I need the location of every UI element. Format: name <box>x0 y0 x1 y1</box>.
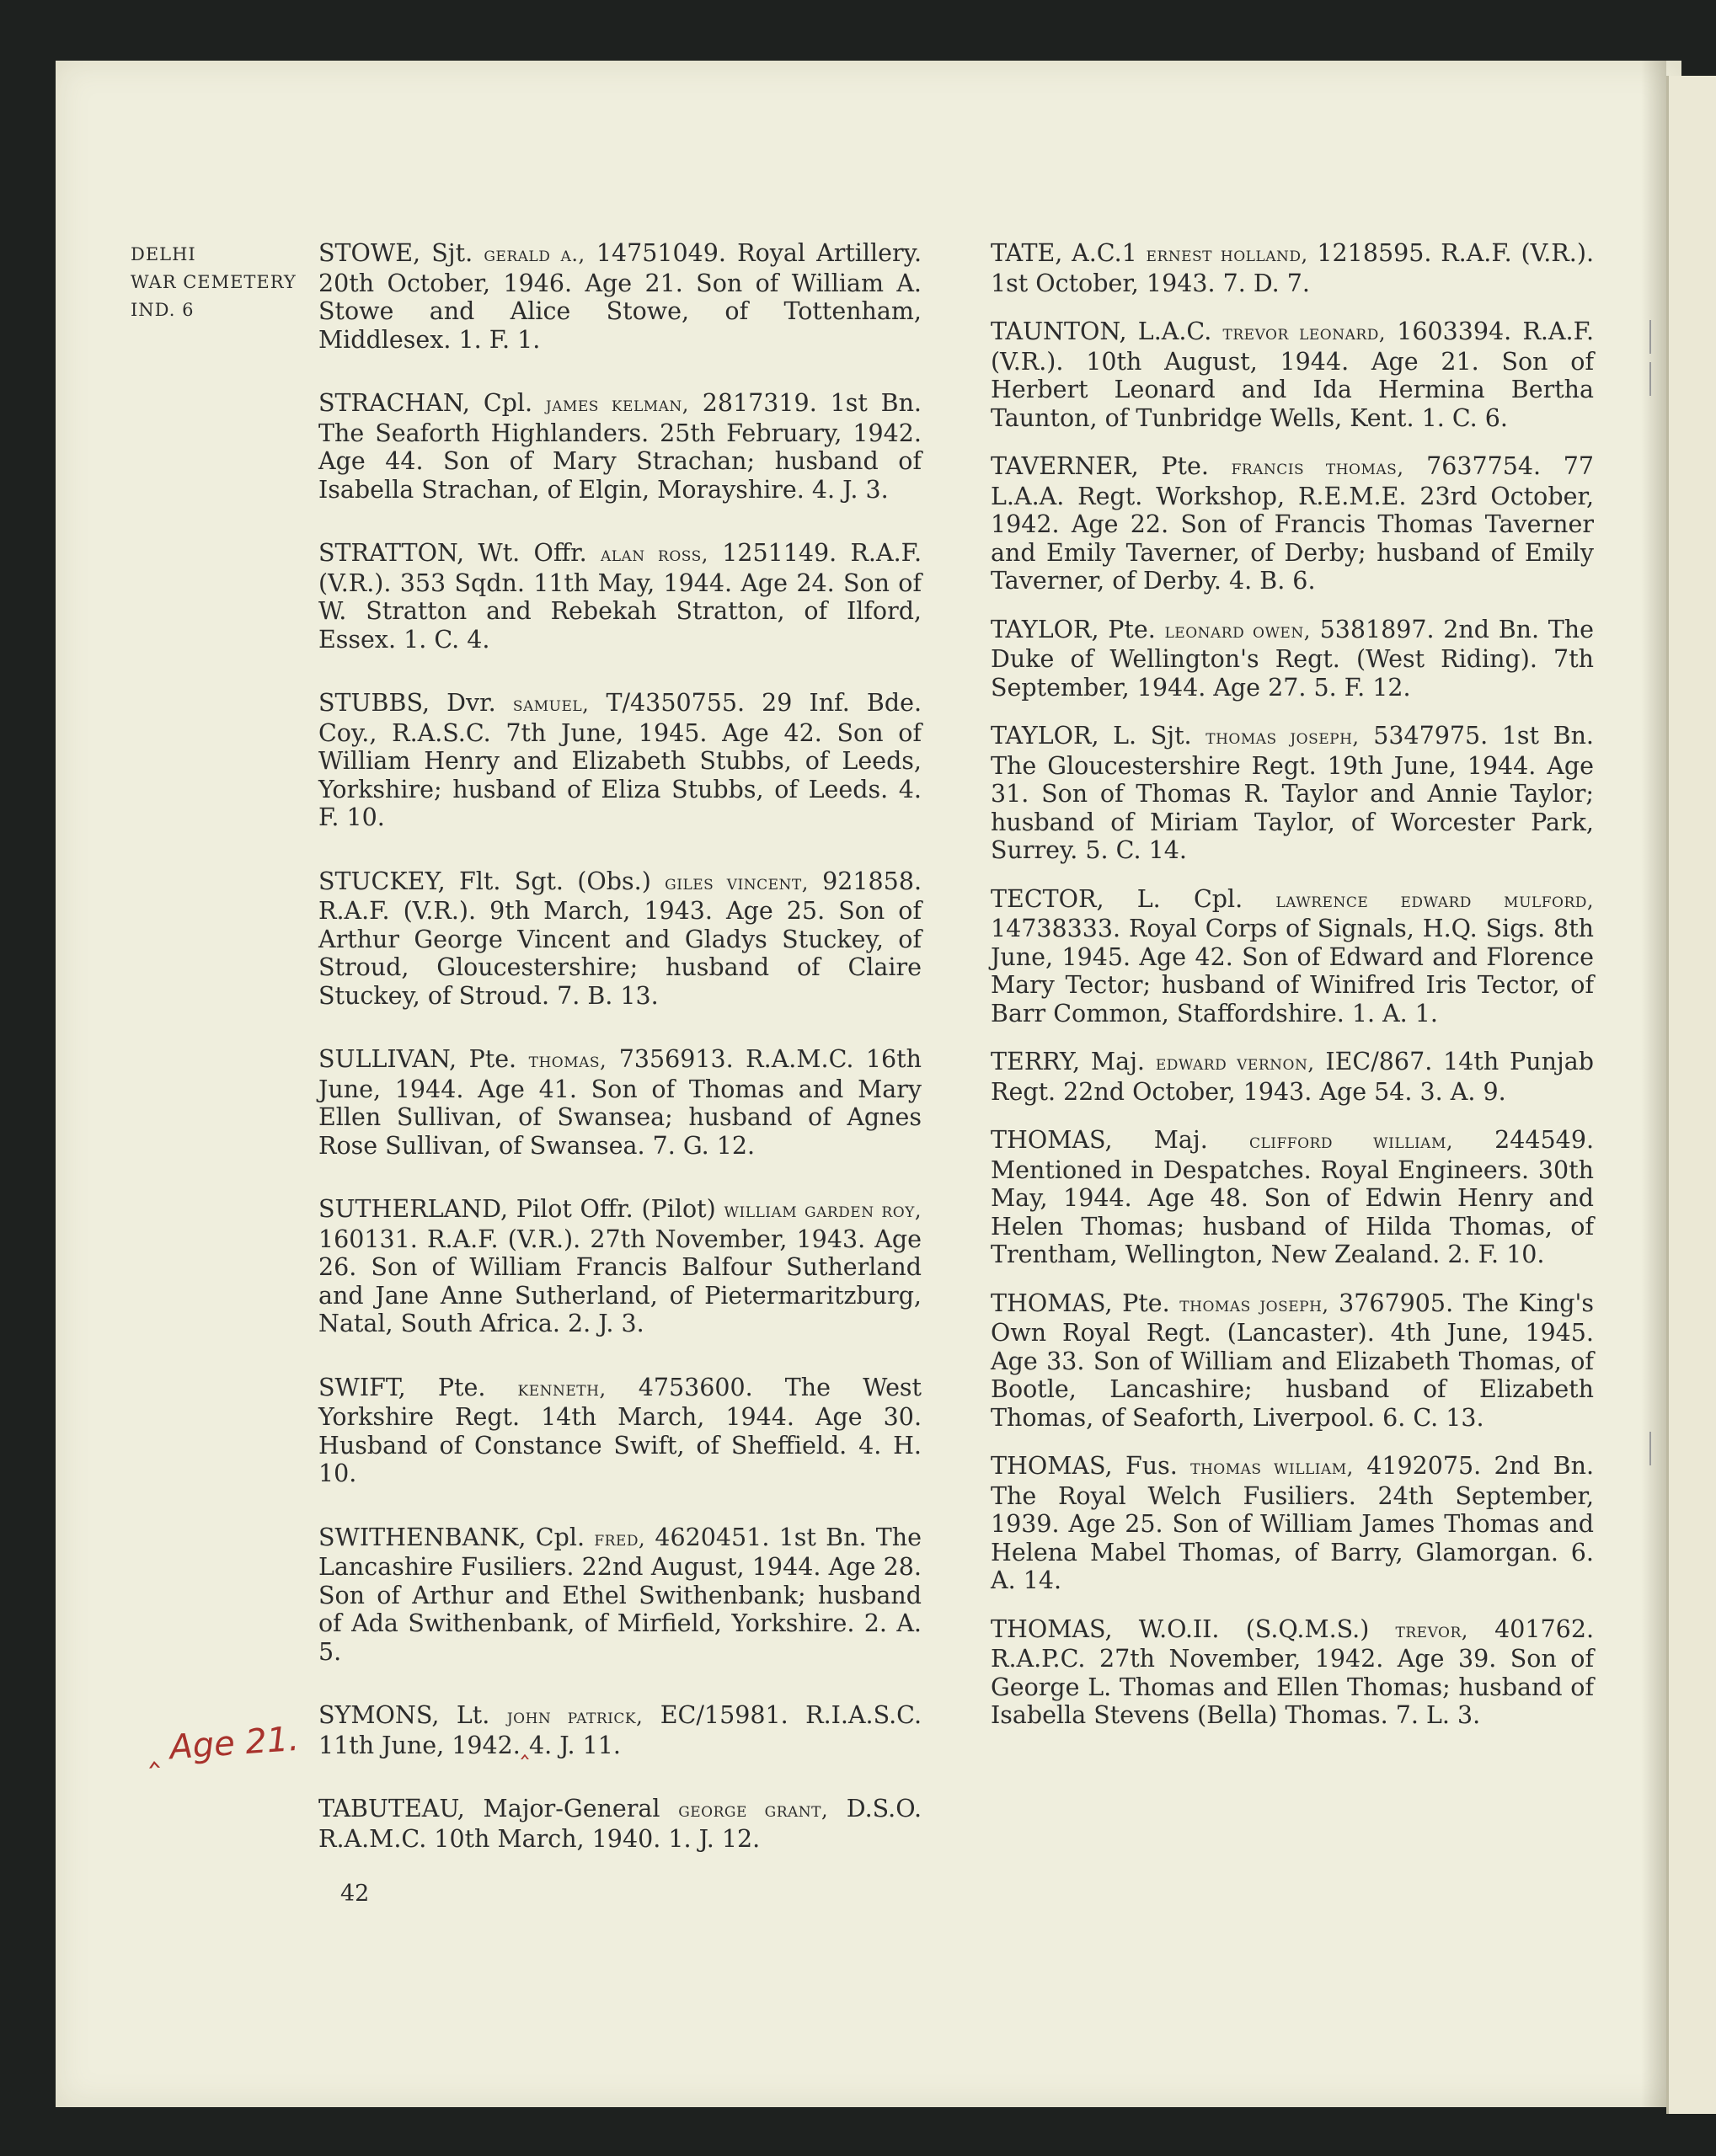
entry-rank: W.O.II. (S.Q.M.S.) <box>1138 1614 1370 1643</box>
entry-given-names: thomas, <box>528 1049 607 1072</box>
casualty-entry <box>318 1045 922 1160</box>
entry-given-names: gerald a., <box>484 243 585 266</box>
pencil-mark <box>1649 1432 1651 1465</box>
entry-given-names: clifford william, <box>1248 1129 1453 1153</box>
casualty-entry <box>991 239 1594 297</box>
casualty-entry <box>318 1195 922 1338</box>
entry-details: 4. J. 11. <box>529 1731 621 1759</box>
entry-rank: A.C.1 <box>1072 239 1137 267</box>
entry-surname: TERRY, <box>991 1048 1081 1075</box>
entry-details: 14738333. Royal Corps of Signals, H.Q. Sigs. 8th June, 1945. Age 42. Son of Edward and Florence Mary Tector; husband of Winifred Iris Tector, of Barr Common, Staffordshire. 1. A. 1. <box>991 915 1594 1027</box>
entry-surname: TAVERNER, <box>991 452 1139 480</box>
entry-details: 244549. Mentioned in Despatches. Royal Engineers. 30th May, 1944. Age 48. Son of Edwin Henry and Helen Thomas; husband of Hilda Thomas, of Trentham, Wellington, New Zealand. 2. F. 10. <box>991 1126 1595 1268</box>
entry-given-names: kenneth, <box>517 1376 607 1401</box>
casualty-entry <box>991 885 1594 1028</box>
entry-rank: Cpl. <box>535 1523 585 1551</box>
margin-note-text: Age 21. <box>168 1719 301 1768</box>
casualty-entry <box>991 452 1594 595</box>
casualty-entry <box>991 1452 1594 1595</box>
entry-details: D.S.O. R.A.M.C. 10th March, 1940. 1. J. 12. <box>318 1795 922 1853</box>
entry-given-names: leonard owen, <box>1164 618 1311 643</box>
entry-given-names: lawrence edward mulford, <box>1275 888 1594 912</box>
entry-given-names: john patrick, <box>506 1705 644 1728</box>
entry-given-names: james kelman, <box>545 392 689 416</box>
entry-surname: STOWE, <box>318 239 421 267</box>
entry-rank: Pte. <box>1161 452 1209 480</box>
entry-given-names: francis thomas, <box>1231 456 1404 479</box>
entry-details: EC/15981. R.I.A.S.C. 11th June, 1942. <box>318 1701 922 1759</box>
entry-given-names: samuel, <box>512 692 590 716</box>
entry-rank: Flt. Sgt. (Obs.) <box>458 867 651 895</box>
cemetery-label <box>131 241 297 324</box>
casualty-entry <box>318 867 922 1011</box>
entry-given-names: william garden roy, <box>724 1198 922 1222</box>
pencil-mark <box>1649 362 1651 396</box>
casualty-entry <box>991 318 1594 432</box>
cemetery-label-line: DELHI <box>131 244 196 264</box>
cemetery-label-line: IND. 6 <box>131 300 195 320</box>
entry-details: 4192075. 2nd Bn. The Royal Welch Fusiliers. 24th September, 1939. Age 25. Son of William James Thomas and Helena Mabel Thomas, of Barry, Glamorgan. 6. A. 14. <box>991 1452 1595 1594</box>
entry-surname: STUBBS, <box>318 689 430 717</box>
entry-rank: Maj. <box>1090 1048 1145 1075</box>
entry-surname: TAYLOR, <box>991 615 1099 643</box>
entry-rank: Wt. Offr. <box>478 539 587 567</box>
entry-rank: Maj. <box>1153 1126 1208 1154</box>
entry-surname: TECTOR, L. <box>991 884 1161 913</box>
entry-rank: L.A.C. <box>1137 318 1212 345</box>
entry-given-names: trevor, <box>1395 1618 1468 1642</box>
entry-given-names: alan ross, <box>600 542 708 566</box>
binding-shadow <box>1641 61 1666 2107</box>
entry-surname: TAYLOR, L. <box>991 722 1137 750</box>
entry-rank: Cpl. <box>483 389 533 417</box>
casualty-entry <box>991 722 1594 865</box>
entry-given-names: ernest holland, <box>1146 243 1308 266</box>
entry-surname: STUCKEY, <box>318 867 446 895</box>
entry-rank: Pte. <box>1108 615 1156 643</box>
cemetery-label-line: WAR CEMETERY <box>131 272 297 292</box>
casualty-entry <box>318 1524 922 1667</box>
entry-details: 160131. R.A.F. (V.R.). 27th November, 1943. Age 26. Son of William Francis Balfour Sutherland and Jane Anne Sutherland, of Pietermaritzburg, Natal, South Africa. 2. J. 3. <box>318 1225 922 1337</box>
entry-rank: Cpl. <box>1193 884 1243 913</box>
entry-given-names: thomas joseph, <box>1205 725 1360 749</box>
entry-surname: SYMONS, <box>318 1701 440 1729</box>
entry-surname: SULLIVAN, <box>318 1045 457 1073</box>
entry-surname: SWIFT, <box>318 1373 406 1401</box>
entry-surname: THOMAS, <box>991 1126 1113 1154</box>
entry-rank: Sjt. <box>1150 722 1192 750</box>
pencil-mark <box>1649 320 1651 354</box>
entry-surname: THOMAS, <box>991 1614 1113 1643</box>
entry-surname: SWITHENBANK, <box>318 1523 527 1551</box>
casualty-entry <box>318 539 922 654</box>
entry-rank: Pte. <box>1122 1289 1170 1317</box>
casualty-entry <box>318 389 922 504</box>
entry-details: 5381897. 2nd Bn. The Duke of Wellington's Regt. (West Riding). 7th September, 1944. Age 27. 5. F. 12. <box>991 615 1595 702</box>
entry-details: 1251149. R.A.F. (V.R.). 353 Sqdn. 11th May, 1944. Age 24. Son of W. Stratton and Rebekah Stratton, of Ilford, Essex. 1. C. 4. <box>318 539 922 654</box>
entry-rank: Major-General <box>483 1795 660 1822</box>
entry-details: 3767905. The King's Own Royal Regt. (Lancaster). 4th June, 1945. Age 33. Son of William and Elizabeth Thomas, of Bootle, Lancashire; husband of Elizabeth Thomas, of Seaforth, Liverpool. 6. C. 13. <box>991 1289 1594 1432</box>
entry-rank: Pilot Offr. (Pilot) <box>516 1195 716 1223</box>
entry-surname: THOMAS, <box>991 1289 1113 1317</box>
entry-surname: TAUNTON, <box>991 318 1127 345</box>
entry-given-names: edward vernon, <box>1155 1051 1315 1075</box>
entry-details: T/4350755. 29 Inf. Bde. Coy., R.A.S.C. 7th June, 1945. Age 42. Son of William Henry and Elizabeth Stubbs, of Leeds, Yorkshire; husband of Eliza Stubbs, of Leeds. 4. F. 10. <box>318 689 922 831</box>
casualty-entry <box>318 1701 922 1759</box>
entry-details: 4620451. 1st Bn. The Lancashire Fusiliers. 22nd August, 1944. Age 28. Son of Arthur and Ethel Swithenbank; husband of Ada Swithenbank, of Mirfield, Yorkshire. 2. A. 5. <box>318 1523 922 1666</box>
entry-given-names: thomas william, <box>1190 1455 1354 1479</box>
entry-given-names: giles vincent, <box>665 870 809 894</box>
entry-rank: Lt. <box>456 1701 490 1729</box>
entry-given-names: george grant, <box>678 1798 829 1822</box>
casualty-entry <box>991 616 1594 702</box>
entry-details: 7356913. R.A.M.C. 16th June, 1944. Age 41. Son of Thomas and Mary Ellen Sullivan, of Swansea; husband of Agnes Rose Sullivan, of Swansea. 7. G. 12. <box>318 1045 922 1160</box>
casualty-entry <box>991 1615 1594 1730</box>
entry-given-names: thomas joseph, <box>1179 1292 1329 1316</box>
entry-surname: SUTHERLAND, <box>318 1195 509 1223</box>
casualty-entry <box>991 1126 1594 1269</box>
casualty-entry <box>318 239 922 354</box>
entry-details: 7637754. 77 L.A.A. Regt. Workshop, R.E.M.E. 23rd October, 1942. Age 22. Son of Francis Thomas Taverner and Emily Taverner, of Derby; husband of Emily Taverner, of Derby. 4. B. 6. <box>991 452 1594 595</box>
entry-details: 1218595. R.A.F. (V.R.). 1st October, 1943. 7. D. 7. <box>991 239 1594 297</box>
entry-details: 14751049. Royal Artillery. 20th October, 1946. Age 21. Son of William A. Stowe and Alice Stowe, of Tottenham, Middlesex. 1. F. 1. <box>318 239 922 354</box>
entry-surname: STRATTON, <box>318 539 465 567</box>
page-edge <box>1666 76 1716 2114</box>
casualty-entry <box>318 1374 922 1488</box>
entry-surname: TATE, <box>991 239 1063 267</box>
entry-details: 4753600. The West Yorkshire Regt. 14th March, 1944. Age 30. Husband of Constance Swift, of Sheffield. 4. H. 10. <box>318 1373 922 1487</box>
entry-rank: Pte. <box>468 1045 517 1073</box>
caret-mark: ‸ <box>146 1729 161 1769</box>
casualty-entry <box>991 1289 1594 1433</box>
entry-surname: TABUTEAU, <box>318 1795 465 1822</box>
left-column <box>318 239 922 1853</box>
entry-rank: Fus. <box>1125 1452 1178 1480</box>
entry-details: 1603394. R.A.F. (V.R.). 10th August, 1944. Age 21. Son of Herbert Leonard and Ida Hermina Bertha Taunton, of Tunbridge Wells, Kent. 1. C. 6. <box>991 318 1595 432</box>
entry-details: 5347975. 1st Bn. The Gloucestershire Regt. 19th June, 1944. Age 31. Son of Thomas R. Taylor and Annie Taylor; husband of Miriam Taylor, of Worcester Park, Surrey. 5. C. 14. <box>991 722 1594 864</box>
casualty-entry <box>318 689 922 832</box>
casualty-entry <box>318 1795 922 1853</box>
right-column <box>991 239 1594 1730</box>
casualty-entry <box>991 1048 1594 1106</box>
entry-rank: Dvr. <box>446 689 496 717</box>
entry-details: 401762. R.A.P.C. 27th November, 1942. Age 39. Son of George L. Thomas and Ellen Thomas; husband of Isabella Stevens (Bella) Thomas. 7. L. 3. <box>991 1614 1595 1729</box>
entry-details: 921858. R.A.F. (V.R.). 9th March, 1943. Age 25. Son of Arthur George Vincent and Gladys Stuckey, of Stroud, Gloucestershire; husband of Claire Stuckey, of Stroud. 7. B. 13. <box>318 867 922 1010</box>
entry-details: IEC/867. 14th Punjab Regt. 22nd October, 1943. Age 54. 3. A. 9. <box>991 1048 1594 1106</box>
entry-rank: Sjt. <box>431 239 473 267</box>
entry-surname: STRACHAN, <box>318 389 470 417</box>
entry-given-names: fred, <box>594 1526 646 1550</box>
entry-rank: Pte. <box>437 1373 486 1401</box>
caret-mark: ‸ <box>520 1730 530 1760</box>
entry-details: 2817319. 1st Bn. The Seaforth Highlanders. 25th February, 1942. Age 44. Son of Mary Strachan; husband of Isabella Strachan, of Elgin, Morayshire. 4. J. 3. <box>318 389 922 504</box>
page-number: 42 <box>340 1881 370 1907</box>
entry-surname: THOMAS, <box>991 1452 1113 1480</box>
entry-given-names: trevor leonard, <box>1222 321 1386 344</box>
